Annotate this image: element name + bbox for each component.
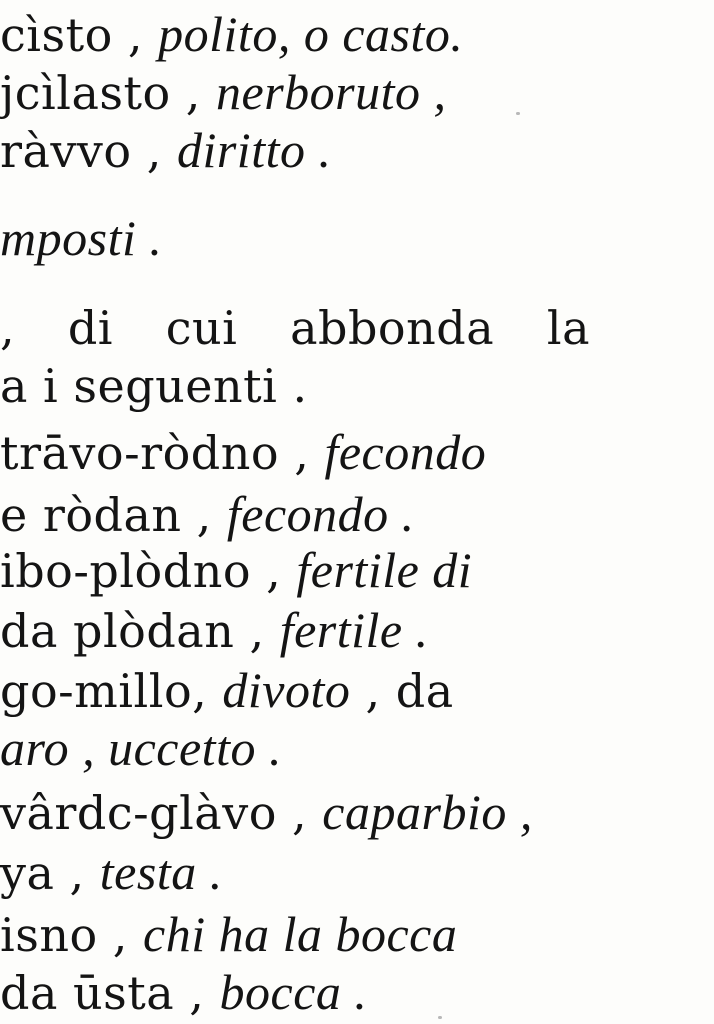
text-word: abbonda: [290, 301, 495, 355]
text-line: [0, 62, 590, 123]
text-segment: da ūsta ,: [0, 966, 220, 1020]
text-line: [0, 660, 590, 721]
paper-speck: [516, 112, 520, 115]
italic-text-segment: nerboruto ,: [216, 64, 447, 120]
italic-text-segment: mposti .: [0, 210, 163, 266]
section-heading: [0, 208, 590, 269]
italic-text-segment: chi ha la bocca: [143, 906, 458, 962]
text-line: [0, 4, 590, 65]
italic-text-segment: divoto: [222, 662, 351, 718]
text-word: cui: [165, 301, 238, 355]
text-segment: ibo-plòdno ,: [0, 544, 297, 598]
text-line: [0, 842, 590, 903]
text-segment: go-millo,: [0, 664, 223, 718]
text-line: [0, 120, 590, 181]
text-segment: isno ,: [0, 908, 144, 962]
text-line: [0, 422, 590, 483]
text-line: [0, 356, 590, 416]
text-line: [0, 962, 590, 1023]
text-segment: da plòdan ,: [0, 604, 280, 658]
text-segment: trāvo-ròdno ,: [0, 426, 325, 480]
text-line: [0, 904, 590, 965]
italic-text-segment: fecondo .: [226, 486, 415, 542]
italic-text-segment: aro , uccetto .: [0, 720, 282, 776]
italic-text-segment: fertile .: [279, 602, 429, 658]
italic-text-segment: testa .: [99, 844, 223, 900]
text-word: di: [67, 301, 114, 355]
text-line: [0, 540, 590, 601]
text-segment: , da: [350, 664, 454, 718]
italic-text-segment: fertile di: [296, 542, 473, 598]
text-segment: vârdc-glàvo ,: [0, 786, 323, 840]
text-segment: ya ,: [0, 846, 100, 900]
italic-text-segment: fecondo: [324, 424, 487, 480]
text-line: [0, 600, 590, 661]
justified-text-line: [0, 298, 590, 358]
text-line: [0, 718, 590, 779]
italic-text-segment: bocca .: [219, 964, 368, 1020]
text-segment: ràvvo ,: [0, 124, 177, 178]
italic-text-segment: diritto .: [176, 122, 332, 178]
text-segment: jcìlasto ,: [0, 66, 217, 120]
text-segment: cìsto ,: [0, 8, 159, 62]
text-line: [0, 782, 590, 843]
text-segment: e ròdan ,: [0, 488, 227, 542]
italic-text-segment: polito, o casto.: [158, 6, 464, 62]
text-word: ,: [0, 301, 16, 355]
text-word: la: [546, 301, 590, 355]
text-line: [0, 484, 590, 545]
paper-speck: [438, 1016, 442, 1019]
text-segment: a i seguenti .: [0, 359, 308, 413]
italic-text-segment: caparbio ,: [322, 784, 533, 840]
